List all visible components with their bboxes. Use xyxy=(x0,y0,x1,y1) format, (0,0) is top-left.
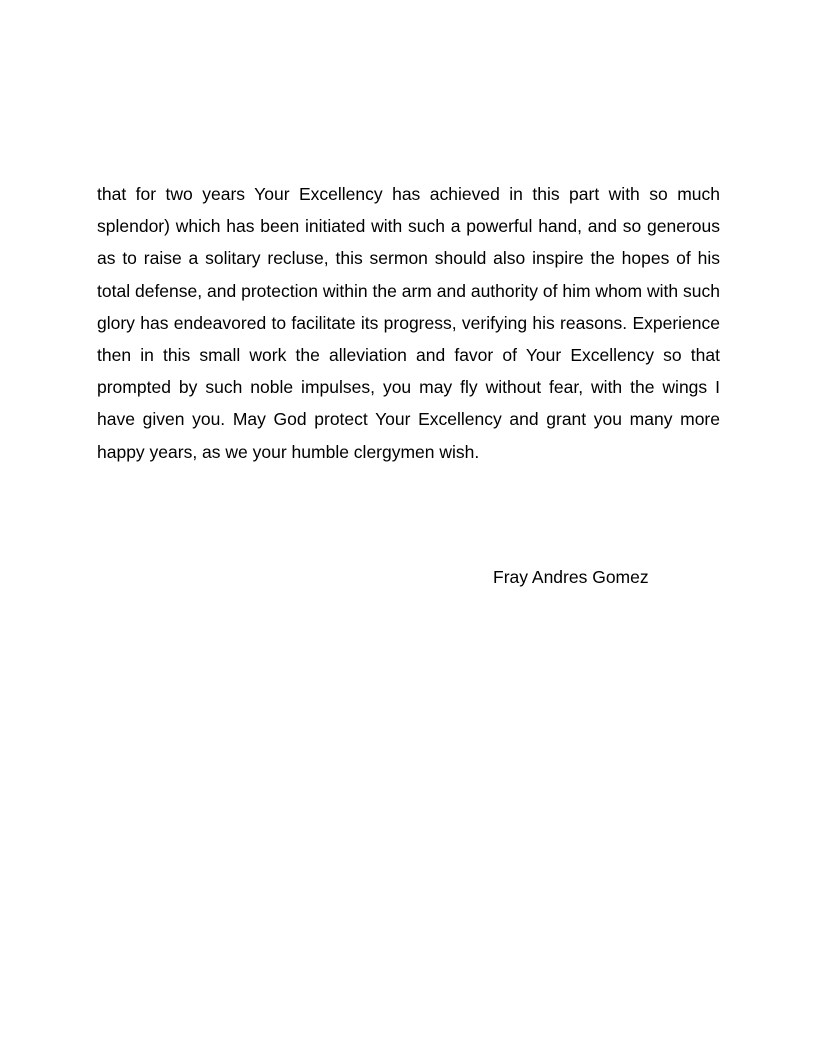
body-paragraph: that for two years Your Excellency has achieved in this part with so much splendor) which has been initiated with such a powerful hand, and so generous as to raise a solitary recluse, this sermon should also inspire the hopes of his total defense, and protection within the arm and authority of him whom with such glory has endeavored to facilitate its progress, verifying his reasons. Experience then in this small work the alleviation and favor of Your Excellency so that prompted by such noble impulses, you may fly without fear, with the wings I have given you. May God protect Your Excellency and grant you many more happy years, as we your humble clergymen wish. xyxy=(97,184,720,462)
signature: Fray Andres Gomez xyxy=(493,567,649,587)
